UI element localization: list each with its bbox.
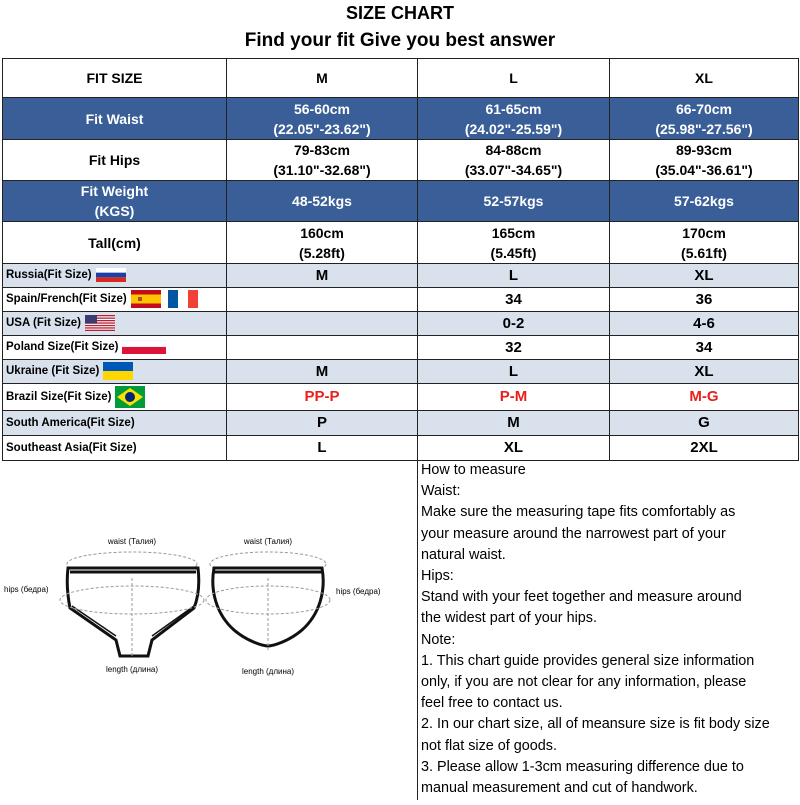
table-cell: 84-88cm (33.07"-34.65"): [418, 140, 610, 181]
row-label: Ukraine (Fit Size): [3, 360, 227, 384]
row-label: South America(Fit Size): [3, 411, 227, 436]
table-cell: 66-70cm (25.98"-27.56"): [610, 98, 799, 140]
size-table: [2, 58, 799, 461]
table-cell: [227, 336, 418, 360]
table-cell: G: [610, 411, 799, 436]
ukraine-flag-icon: [103, 362, 133, 380]
poland-flag-icon: [122, 340, 166, 354]
notes-line: Waist:: [421, 483, 461, 500]
row-label: Brazil Size(Fit Size): [3, 384, 227, 411]
table-cell: 34: [610, 336, 799, 360]
table-cell: 48-52kgs: [227, 181, 418, 222]
table-cell: L: [227, 436, 418, 461]
table-row-brazil: [3, 384, 799, 411]
table-cell: 32: [418, 336, 610, 360]
france-flag-icon: [168, 290, 198, 308]
notes-line: 3. Please allow 1-3cm measuring difference due to: [421, 758, 744, 775]
notes-line: feel free to contact us.: [421, 695, 563, 712]
table-row-fit-weight: [3, 181, 799, 222]
notes-line: manual measurement and cut of handwork.: [421, 780, 698, 797]
page-subtitle: Find your fit Give you best answer: [244, 30, 556, 51]
table-cell: M: [227, 360, 418, 384]
notes-line: How to measure: [421, 462, 526, 478]
length-label-left: length (длина): [105, 665, 159, 674]
table-cell: 170cm (5.61ft): [610, 222, 799, 264]
russia-flag-icon: [96, 268, 126, 282]
table-cell: M-G: [610, 384, 799, 411]
underwear-diagram: [2, 460, 414, 800]
table-cell: 89-93cm (35.04"-36.61"): [610, 140, 799, 181]
notes-line: Stand with your feet together and measure around: [421, 589, 742, 606]
chart-header: [0, 0, 800, 58]
table-cell: 4-6: [610, 312, 799, 336]
row-label: Poland Size(Fit Size): [3, 336, 227, 360]
table-cell: 160cm (5.28ft): [227, 222, 418, 264]
row-label: Southeast Asia(Fit Size): [3, 436, 227, 461]
table-cell: 57-62kgs: [610, 181, 799, 222]
notes-line: your measure around the narrowest part of your: [421, 525, 726, 542]
table-row-fit-waist: [3, 98, 799, 140]
row-label: Russia(Fit Size): [3, 264, 227, 288]
table-cell: L: [418, 264, 610, 288]
measure-section: [2, 460, 798, 800]
measure-instructions: [417, 460, 798, 800]
table-row-russia: [3, 264, 799, 288]
column-header-xl: XL: [610, 59, 799, 98]
brief-front-illustration: [60, 552, 204, 656]
table-cell: M: [418, 411, 610, 436]
spain-flag-icon: [131, 290, 161, 308]
table-cell: [227, 288, 418, 312]
column-header-l: L: [418, 59, 610, 98]
table-row-southeast-asia: [3, 436, 799, 461]
notes-line: only, if you are not clear for any information, please: [421, 674, 747, 691]
table-row-south-america: [3, 411, 799, 436]
table-cell: L: [418, 360, 610, 384]
column-header-m: M: [227, 59, 418, 98]
brief-back-illustration: [206, 552, 330, 650]
row-label: Spain/French(Fit Size): [3, 288, 227, 312]
table-cell: 2XL: [610, 436, 799, 461]
table-row-ukraine: [3, 360, 799, 384]
length-label-right: length (длина): [241, 667, 295, 676]
table-cell: 56-60cm (22.05"-23.62"): [227, 98, 418, 140]
row-label: USA (Fit Size): [3, 312, 227, 336]
notes-line: Note:: [421, 631, 456, 648]
waist-label-left: waist (Талия): [107, 537, 157, 546]
notes-line: not flat size of goods.: [421, 737, 557, 754]
table-row-fit-hips: [3, 140, 799, 181]
notes-line: Make sure the measuring tape fits comfortably as: [421, 504, 736, 521]
measure-diagram: [2, 460, 414, 800]
table-cell: 36: [610, 288, 799, 312]
notes-line: natural waist.: [421, 546, 506, 563]
waist-label-right: waist (Талия): [243, 537, 293, 546]
page-title: SIZE CHART: [346, 3, 454, 23]
table-cell: 79-83cm (31.10"-32.68"): [227, 140, 418, 181]
row-label: Fit Hips: [3, 140, 227, 181]
table-cell: 61-65cm (24.02"-25.59"): [418, 98, 610, 140]
table-cell: 165cm (5.45ft): [418, 222, 610, 264]
table-cell: 0-2: [418, 312, 610, 336]
column-header-fit-size: FIT SIZE: [3, 59, 227, 98]
row-label: Tall(cm): [3, 222, 227, 264]
usa-flag-icon: [85, 315, 115, 331]
table-cell: 34: [418, 288, 610, 312]
table-header-row: [3, 59, 799, 98]
row-label: Fit Waist: [3, 98, 227, 140]
notes-line: 1. This chart guide provides general size information: [421, 652, 755, 669]
notes-line: Hips:: [421, 568, 454, 585]
table-row-tall: [3, 222, 799, 264]
table-row-spain-french: [3, 288, 799, 312]
table-cell: M: [227, 264, 418, 288]
brazil-flag-icon: [115, 386, 145, 408]
table-cell: P: [227, 411, 418, 436]
table-row-usa: [3, 312, 799, 336]
notes-line: 2. In our chart size, all of meansure size is fit body size: [421, 716, 770, 733]
table-cell: 52-57kgs: [418, 181, 610, 222]
notes-line: the widest part of your hips.: [421, 610, 597, 627]
table-cell: [227, 312, 418, 336]
table-cell: XL: [610, 264, 799, 288]
table-cell: PP-P: [227, 384, 418, 411]
hips-label-left: hips (бедра): [4, 585, 49, 594]
table-cell: XL: [610, 360, 799, 384]
table-cell: XL: [418, 436, 610, 461]
row-label: Fit Weight (KGS): [3, 181, 227, 222]
table-cell: P-M: [418, 384, 610, 411]
table-row-poland: [3, 336, 799, 360]
hips-label-right: hips (бедра): [336, 587, 381, 596]
